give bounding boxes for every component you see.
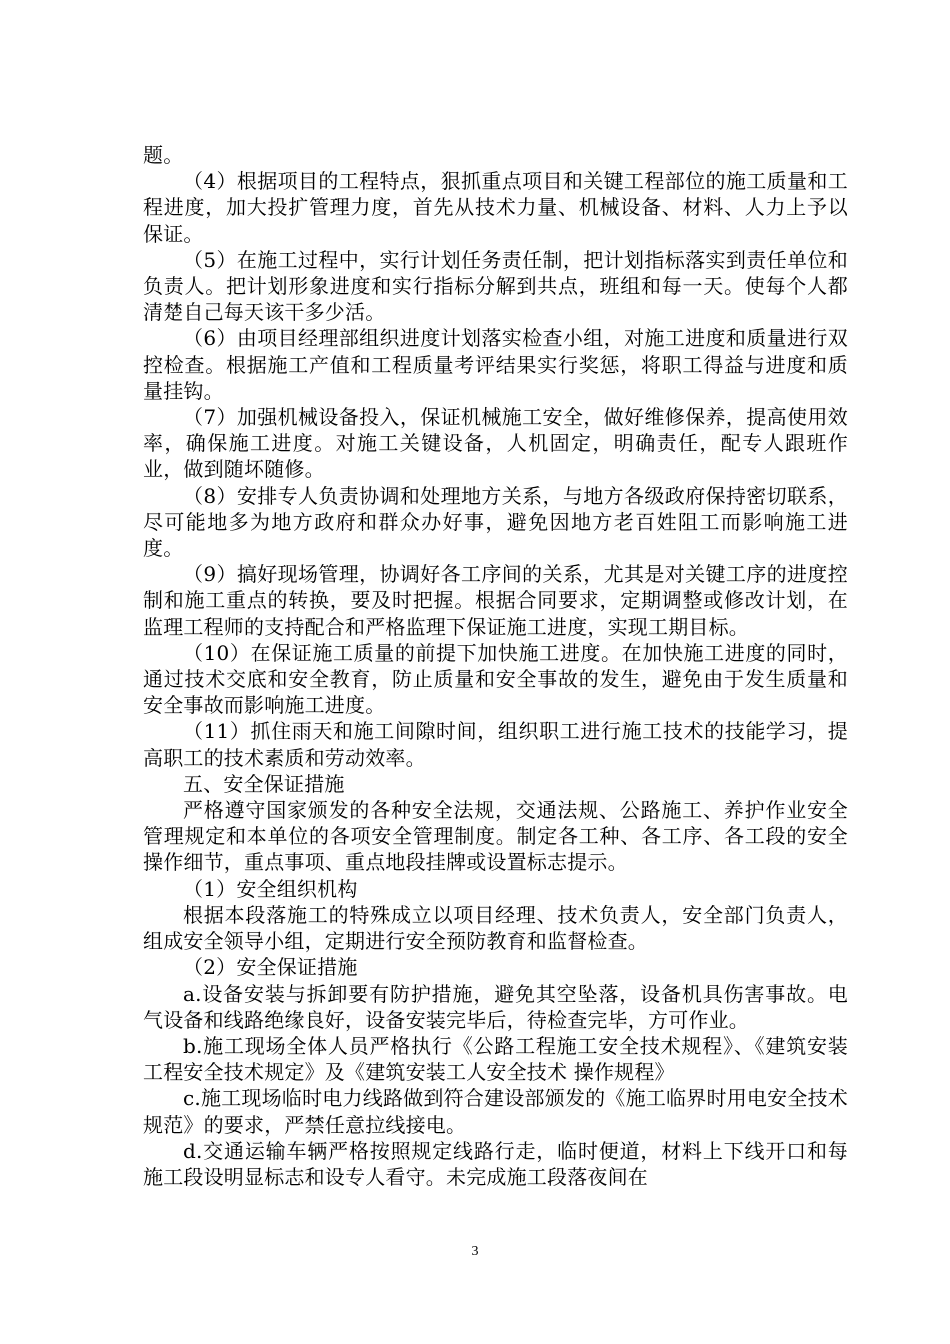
page-number: 3 — [471, 1244, 479, 1259]
paragraph-item-5: （5）在施工过程中，实行计划任务责任制，把计划指标落实到责任单位和负责人。把计划形象进度和实行指标分解到共点，班组和每一天。使每个人都清楚自己每天该干多少活。 — [143, 247, 848, 325]
paragraph-item-9: （9）搞好现场管理，协调好各工序间的关系，尤其是对关键工序的进度控制和施工重点的转换，要及时把握。根据合同要求，定期调整或修改计划，在监理工程师的支持配合和严格监理下保证施工进度，实现工期目标。 — [143, 562, 848, 639]
paragraph-measure-a: a.设备安装与拆卸要有防护措施，避免其空坠落，设备机具伤害事故。电气设备和线路绝缘良好，设备安装完毕后，待检查完毕，方可作业。 — [143, 981, 848, 1032]
section-heading-safety: 五、安全保证措施 — [183, 771, 345, 796]
subheading-safety-measures: （2）安全保证措施 — [183, 955, 358, 980]
paragraph-item-11: （11）抓住雨天和施工间隙时间，组织职工进行施工技术的技能学习，提高职工的技术素质和劳动效率。 — [143, 719, 848, 770]
paragraph-continuation: 题。 — [143, 143, 184, 167]
paragraph-measure-b: b.施工现场全体人员严格执行《公路工程施工安全技术规程》、《建筑安装工程安全技术规定》及《建筑安装工人安全技术 操作规程》 — [143, 1033, 848, 1085]
paragraph-item-7: （7）加强机械设备投入，保证机械施工安全，做好维修保养，提高使用效率，确保施工进度。对施工关键设备，人机固定，明确责任，配专人跟班作业，做到随坏随修。 — [143, 405, 848, 482]
paragraph-measure-d: d.交通运输车辆严格按照规定线路行走，临时便道，材料上下线开口和每施工段设明显标志和设专人看守。未完成施工段落夜间在 — [143, 1138, 848, 1189]
body-text — [143, 142, 848, 1190]
paragraph-safety-intro: 严格遵守国家颁发的各种安全法规，交通法规、公路施工、养护作业安全管理规定和本单位的各项安全管理制度。制定各工种、各工序、各工段的安全操作细节，重点事项、重点地段挂牌或设置标志提示。 — [143, 798, 848, 875]
paragraph-item-10: （10）在保证施工质量的前提下加快施工进度。在加快施工进度的同时，通过技术交底和安全教育，防止质量和安全事故的发生，避免由于发生质量和安全事故而影响施工进度。 — [143, 640, 848, 718]
subheading-safety-organization: （1）安全组织机构 — [183, 876, 358, 901]
paragraph-item-6: （6）由项目经理部组织进度计划落实检查小组，对施工进度和质量进行双控检查。根据施工产值和工程质量考评结果实行奖惩，将职工得益与进度和质量挂钩。 — [143, 326, 848, 403]
paragraph-measure-c: c.施工现场临时电力线路做到符合建设部颁发的《施工临界时用电安全技术规范》的要求，严禁任意拉线接电。 — [143, 1086, 848, 1137]
paragraph-item-4: （4）根据项目的工程特点，狠抓重点项目和关键工程部位的施工质量和工程进度，加大投扩管理力度，首先从技术力量、机械设备、材料、人力上予以保证。 — [143, 169, 848, 246]
paragraph-item-8: （8）安排专人负责协调和处理地方关系，与地方各级政府保持密切联系，尽可能地多为地方政府和群众办好事，避免因地方老百姓阻工而影响施工进度。 — [143, 483, 848, 561]
paragraph-safety-organization: 根据本段落施工的特殊成立以项目经理、技术负责人，安全部门负责人，组成安全领导小组，定期进行安全预防教育和监督检查。 — [143, 902, 848, 954]
